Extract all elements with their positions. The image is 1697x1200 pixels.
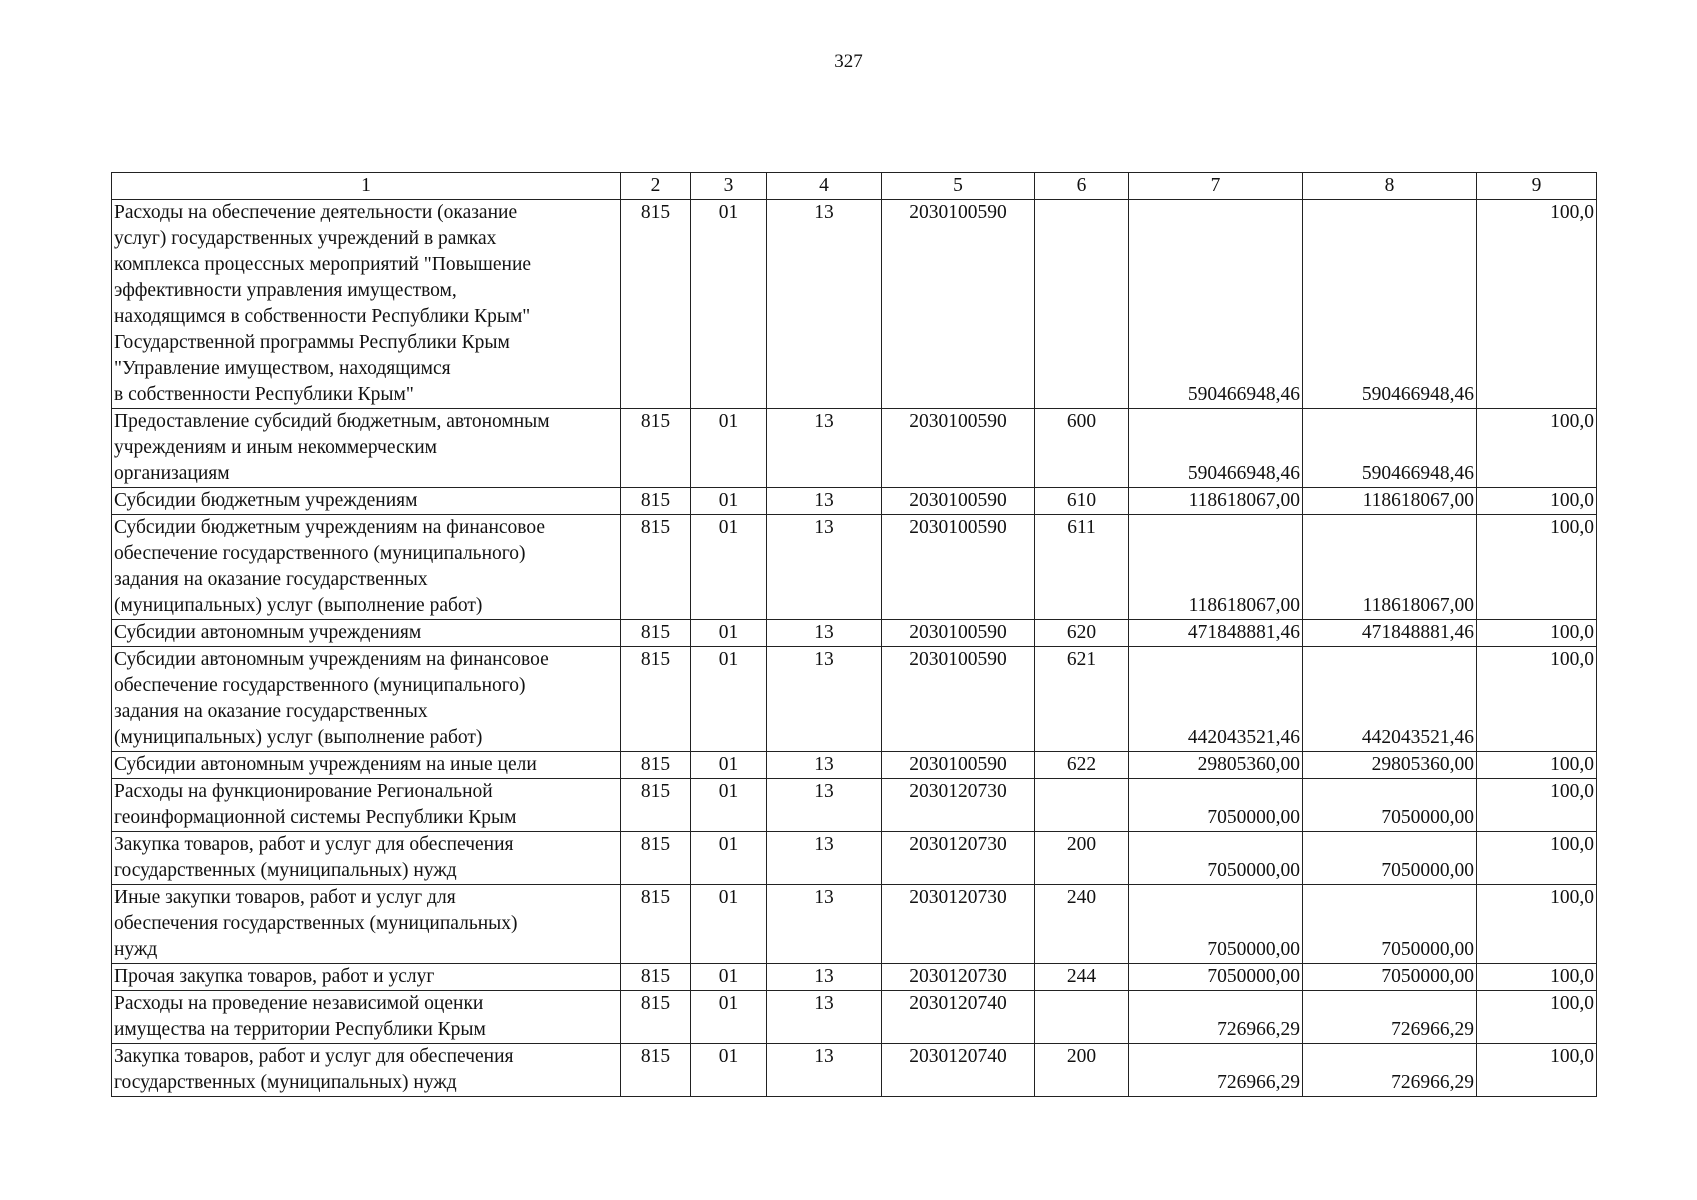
ministry-code: 815 (621, 620, 691, 647)
expense-name: Субсидии бюджетным учреждениям на финансовое обеспечение государственного (муниципального) задания на оказание государственных (муниципальных) услуг (выполнение работ) (112, 515, 621, 620)
table-row (112, 964, 1597, 991)
table-row (112, 991, 1597, 1044)
expense-name: Расходы на функционирование Региональной геоинформационной системы Республики Крым (112, 779, 621, 832)
percent-execution: 100,0 (1477, 200, 1597, 409)
ministry-code: 815 (621, 488, 691, 515)
ministry-code: 815 (621, 1044, 691, 1097)
target-item-code: 2030100590 (882, 647, 1035, 752)
expense-name: Субсидии автономным учреждениям на иные цели (112, 752, 621, 779)
subsection-code: 13 (767, 409, 882, 488)
amount-plan: 7050000,00 (1129, 779, 1303, 832)
table-row (112, 885, 1597, 964)
expense-type-code: 240 (1035, 885, 1129, 964)
section-code: 01 (691, 1044, 767, 1097)
ministry-code: 815 (621, 779, 691, 832)
page-number: 327 (834, 51, 863, 72)
amount-plan: 7050000,00 (1129, 964, 1303, 991)
section-code: 01 (691, 964, 767, 991)
subsection-code: 13 (767, 885, 882, 964)
ministry-code: 815 (621, 515, 691, 620)
target-item-code: 2030100590 (882, 488, 1035, 515)
percent-execution: 100,0 (1477, 779, 1597, 832)
subsection-code: 13 (767, 964, 882, 991)
column-header: 7 (1129, 173, 1303, 200)
subsection-code: 13 (767, 515, 882, 620)
ministry-code: 815 (621, 200, 691, 409)
amount-actual: 726966,29 (1303, 991, 1477, 1044)
expense-name: Субсидии автономным учреждениям (112, 620, 621, 647)
expense-name: Прочая закупка товаров, работ и услуг (112, 964, 621, 991)
table-row (112, 620, 1597, 647)
expense-name: Субсидии автономным учреждениям на финансовое обеспечение государственного (муниципального) задания на оказание государственных (муниципальных) услуг (выполнение работ) (112, 647, 621, 752)
target-item-code: 2030120740 (882, 1044, 1035, 1097)
amount-plan: 118618067,00 (1129, 515, 1303, 620)
table-row (112, 409, 1597, 488)
section-code: 01 (691, 488, 767, 515)
percent-execution: 100,0 (1477, 515, 1597, 620)
budget-table (111, 172, 1597, 1097)
expense-name: Иные закупки товаров, работ и услуг для обеспечения государственных (муниципальных) нужд (112, 885, 621, 964)
column-header: 3 (691, 173, 767, 200)
section-code: 01 (691, 752, 767, 779)
amount-actual: 590466948,46 (1303, 409, 1477, 488)
percent-execution: 100,0 (1477, 1044, 1597, 1097)
expense-type-code: 610 (1035, 488, 1129, 515)
table-row (112, 200, 1597, 409)
ministry-code: 815 (621, 832, 691, 885)
section-code: 01 (691, 991, 767, 1044)
section-code: 01 (691, 832, 767, 885)
table-row (112, 488, 1597, 515)
subsection-code: 13 (767, 200, 882, 409)
table-row (112, 515, 1597, 620)
ministry-code: 815 (621, 964, 691, 991)
percent-execution: 100,0 (1477, 885, 1597, 964)
column-header: 6 (1035, 173, 1129, 200)
expense-name: Расходы на проведение независимой оценки имущества на территории Республики Крым (112, 991, 621, 1044)
amount-plan: 7050000,00 (1129, 832, 1303, 885)
expense-type-code: 200 (1035, 832, 1129, 885)
expense-type-code: 200 (1035, 1044, 1129, 1097)
amount-plan: 29805360,00 (1129, 752, 1303, 779)
percent-execution: 100,0 (1477, 620, 1597, 647)
column-header: 2 (621, 173, 691, 200)
percent-execution: 100,0 (1477, 991, 1597, 1044)
percent-execution: 100,0 (1477, 752, 1597, 779)
subsection-code: 13 (767, 647, 882, 752)
amount-plan: 442043521,46 (1129, 647, 1303, 752)
amount-plan: 471848881,46 (1129, 620, 1303, 647)
percent-execution: 100,0 (1477, 832, 1597, 885)
target-item-code: 2030100590 (882, 409, 1035, 488)
amount-actual: 7050000,00 (1303, 779, 1477, 832)
expense-type-code: 620 (1035, 620, 1129, 647)
subsection-code: 13 (767, 1044, 882, 1097)
section-code: 01 (691, 409, 767, 488)
table-row (112, 1044, 1597, 1097)
section-code: 01 (691, 779, 767, 832)
expense-type-code: 600 (1035, 409, 1129, 488)
percent-execution: 100,0 (1477, 488, 1597, 515)
table-row (112, 752, 1597, 779)
target-item-code: 2030100590 (882, 752, 1035, 779)
ministry-code: 815 (621, 409, 691, 488)
target-item-code: 2030100590 (882, 200, 1035, 409)
target-item-code: 2030120730 (882, 964, 1035, 991)
table-row (112, 779, 1597, 832)
target-item-code: 2030100590 (882, 620, 1035, 647)
target-item-code: 2030120740 (882, 991, 1035, 1044)
section-code: 01 (691, 200, 767, 409)
section-code: 01 (691, 647, 767, 752)
expense-name: Расходы на обеспечение деятельности (оказание услуг) государственных учреждений в рамках комплекса процессных мероприятий "Повышение эффективности управления имуществом, находящимся в собственности Республики Крым" Государственной программы Республики Крым "Управление имуществом, находящимся в собственности Республики Крым" (112, 200, 621, 409)
subsection-code: 13 (767, 991, 882, 1044)
expense-type-code (1035, 991, 1129, 1044)
subsection-code: 13 (767, 832, 882, 885)
table-row (112, 832, 1597, 885)
ministry-code: 815 (621, 647, 691, 752)
expense-type-code: 622 (1035, 752, 1129, 779)
expense-type-code (1035, 779, 1129, 832)
expense-type-code (1035, 200, 1129, 409)
percent-execution: 100,0 (1477, 647, 1597, 752)
amount-actual: 118618067,00 (1303, 488, 1477, 515)
table-row (112, 647, 1597, 752)
amount-plan: 7050000,00 (1129, 885, 1303, 964)
column-header: 1 (112, 173, 621, 200)
amount-actual: 7050000,00 (1303, 832, 1477, 885)
amount-plan: 590466948,46 (1129, 200, 1303, 409)
amount-actual: 7050000,00 (1303, 964, 1477, 991)
section-code: 01 (691, 515, 767, 620)
subsection-code: 13 (767, 620, 882, 647)
subsection-code: 13 (767, 488, 882, 515)
expense-name: Закупка товаров, работ и услуг для обеспечения государственных (муниципальных) нужд (112, 832, 621, 885)
percent-execution: 100,0 (1477, 409, 1597, 488)
amount-plan: 590466948,46 (1129, 409, 1303, 488)
expense-name: Субсидии бюджетным учреждениям (112, 488, 621, 515)
section-code: 01 (691, 620, 767, 647)
amount-plan: 726966,29 (1129, 1044, 1303, 1097)
amount-plan: 118618067,00 (1129, 488, 1303, 515)
target-item-code: 2030100590 (882, 515, 1035, 620)
expense-name: Закупка товаров, работ и услуг для обеспечения государственных (муниципальных) нужд (112, 1044, 621, 1097)
percent-execution: 100,0 (1477, 964, 1597, 991)
expense-type-code: 611 (1035, 515, 1129, 620)
subsection-code: 13 (767, 779, 882, 832)
amount-actual: 471848881,46 (1303, 620, 1477, 647)
amount-actual: 7050000,00 (1303, 885, 1477, 964)
amount-actual: 442043521,46 (1303, 647, 1477, 752)
amount-actual: 29805360,00 (1303, 752, 1477, 779)
column-header: 4 (767, 173, 882, 200)
expense-type-code: 244 (1035, 964, 1129, 991)
section-code: 01 (691, 885, 767, 964)
target-item-code: 2030120730 (882, 885, 1035, 964)
amount-actual: 590466948,46 (1303, 200, 1477, 409)
column-header: 9 (1477, 173, 1597, 200)
header-row (112, 173, 1597, 200)
expense-type-code: 621 (1035, 647, 1129, 752)
ministry-code: 815 (621, 885, 691, 964)
amount-actual: 726966,29 (1303, 1044, 1477, 1097)
column-header: 5 (882, 173, 1035, 200)
target-item-code: 2030120730 (882, 832, 1035, 885)
column-header: 8 (1303, 173, 1477, 200)
expense-name: Предоставление субсидий бюджетным, автономным учреждениям и иным некоммерческим организациям (112, 409, 621, 488)
subsection-code: 13 (767, 752, 882, 779)
ministry-code: 815 (621, 991, 691, 1044)
target-item-code: 2030120730 (882, 779, 1035, 832)
amount-actual: 118618067,00 (1303, 515, 1477, 620)
ministry-code: 815 (621, 752, 691, 779)
amount-plan: 726966,29 (1129, 991, 1303, 1044)
